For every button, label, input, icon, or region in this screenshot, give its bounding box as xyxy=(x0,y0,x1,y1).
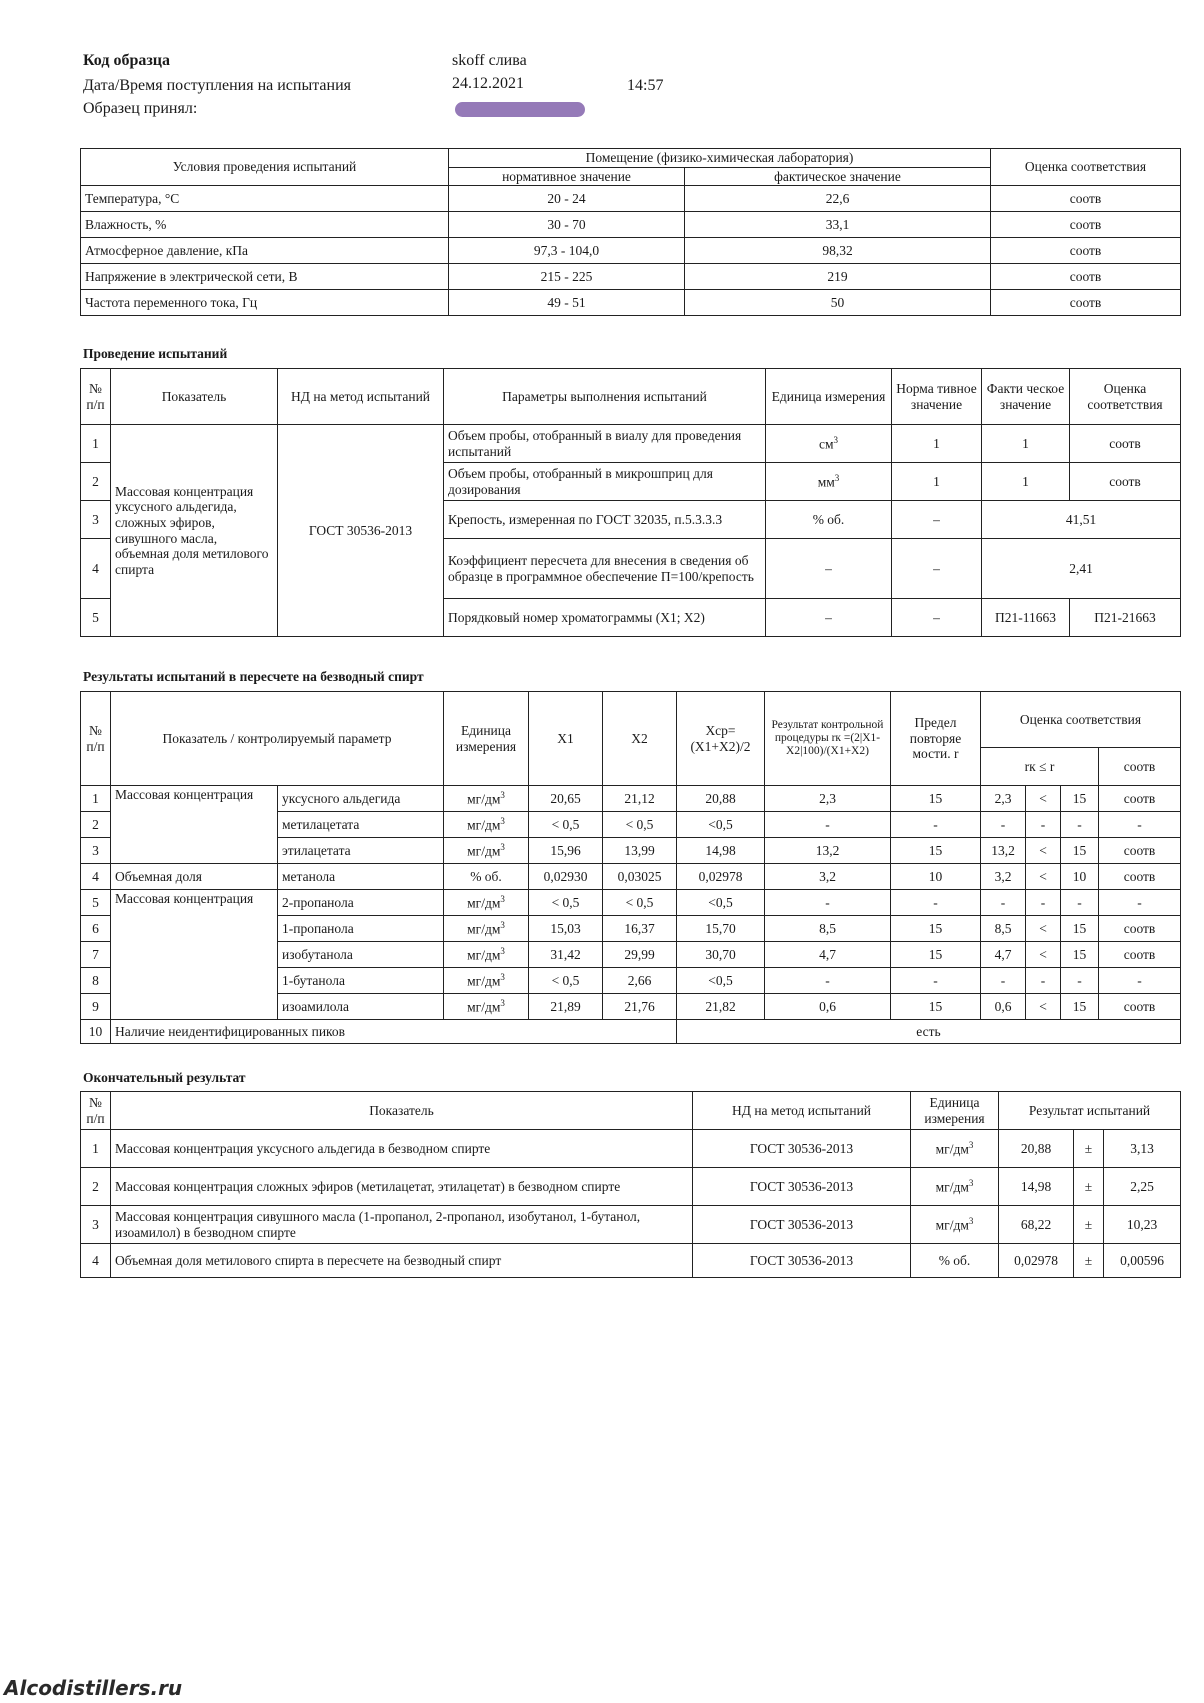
col-room: Помещение (физико-химическая лаборатория) xyxy=(449,149,991,168)
r-param: уксусного альдегида xyxy=(278,786,444,812)
r-rk: 0,6 xyxy=(765,994,891,1020)
f-n: 1 xyxy=(81,1130,111,1168)
f-value: 0,02978 xyxy=(999,1244,1074,1278)
f-n: 3 xyxy=(81,1206,111,1244)
r-r: 15 xyxy=(891,916,981,942)
r-a3: 15 xyxy=(1061,838,1099,864)
r-a3: 15 xyxy=(1061,916,1099,942)
cond-fact: 22,6 xyxy=(685,186,991,212)
r-a3: - xyxy=(1061,812,1099,838)
t-n: 1 xyxy=(81,425,111,463)
f-value: 68,22 xyxy=(999,1206,1074,1244)
r-param: изобутанола xyxy=(278,942,444,968)
r-x2: 2,66 xyxy=(603,968,677,994)
r-x2: 29,99 xyxy=(603,942,677,968)
col-assess: Оценка соответствия xyxy=(991,149,1181,186)
r-a2: - xyxy=(1026,968,1061,994)
r-r: 10 xyxy=(891,864,981,890)
t-n: 5 xyxy=(81,599,111,637)
h-nd: НД на метод испытаний xyxy=(278,369,444,425)
t-unit: $см^3$ xyxy=(766,425,892,463)
cond-norm: 20 - 24 xyxy=(449,186,685,212)
col-norm: нормативное значение xyxy=(449,167,685,186)
r-unit: $мг/дм^3$ xyxy=(444,994,529,1020)
r-a1: 3,2 xyxy=(981,864,1026,890)
t-fact: 1 xyxy=(982,463,1070,501)
cond-assess: соотв xyxy=(991,238,1181,264)
r-x1: < 0,5 xyxy=(529,968,603,994)
r-x1: 15,96 xyxy=(529,838,603,864)
r-a2: < xyxy=(1026,786,1061,812)
results-table xyxy=(80,691,1181,1044)
redaction-mark xyxy=(455,102,585,117)
r-xavg: 21,82 xyxy=(677,994,765,1020)
r-a2: < xyxy=(1026,916,1061,942)
f-unit: $мг/дм^3$ xyxy=(911,1168,999,1206)
h-unit: Единица измерения xyxy=(444,692,529,786)
t-norm: 1 xyxy=(892,463,982,501)
r-a2: < xyxy=(1026,942,1061,968)
r-group: Массовая концентрация xyxy=(111,786,278,864)
r-n: 10 xyxy=(81,1020,111,1044)
results-title: Результаты испытаний в пересчете на безводный спирт xyxy=(83,669,424,684)
h-repeat: Предел повторяе мости. r xyxy=(891,692,981,786)
r-x1: < 0,5 xyxy=(529,812,603,838)
f-indicator: Массовая концентрация уксусного альдегида в безводном спирте xyxy=(111,1130,693,1168)
t-param: Объем пробы, отобранный в виалу для проведения испытаний xyxy=(444,425,766,463)
f-nd: ГОСТ 30536-2013 xyxy=(693,1168,911,1206)
f-nd: ГОСТ 30536-2013 xyxy=(693,1130,911,1168)
date-label: Дата/Время поступления на испытания xyxy=(83,77,351,94)
r-n: 9 xyxy=(81,994,111,1020)
t-unit: % об. xyxy=(766,501,892,539)
r-a1: 0,6 xyxy=(981,994,1026,1020)
r-a2: < xyxy=(1026,838,1061,864)
f-err: 0,00596 xyxy=(1104,1244,1181,1278)
h-indicator: Показатель / контролируемый параметр xyxy=(111,692,444,786)
r-n: 7 xyxy=(81,942,111,968)
r-a2: - xyxy=(1026,890,1061,916)
conditions-row xyxy=(81,212,1181,238)
t-indicator: Массовая концентрация уксусного альдегида, сложных эфиров, сивушного масла, объемная доля метилового спирта xyxy=(111,425,278,637)
sample-code-value: skoff слива xyxy=(452,52,527,69)
r-a3: 10 xyxy=(1061,864,1099,890)
cond-name: Напряжение в электрической сети, В xyxy=(81,264,449,290)
conditions-row xyxy=(81,186,1181,212)
watermark: Alcodistillers.ru xyxy=(4,1676,183,1700)
r-a2: < xyxy=(1026,864,1061,890)
t-n: 3 xyxy=(81,501,111,539)
h-fact: Факти ческое значение xyxy=(982,369,1070,425)
r-a4: соотв xyxy=(1099,916,1181,942)
r-group: Массовая концентрация xyxy=(111,890,278,1020)
r-rk: 13,2 xyxy=(765,838,891,864)
cond-assess: соотв xyxy=(991,212,1181,238)
t-unit: – xyxy=(766,539,892,599)
t-fact: 1 xyxy=(982,425,1070,463)
final-title: Окончательный результат xyxy=(83,1070,246,1085)
r-rk: 8,5 xyxy=(765,916,891,942)
col-conditions: Условия проведения испытаний xyxy=(81,149,449,186)
f-indicator: Массовая концентрация сивушного масла (1-пропанол, 2-пропанол, изобутанол, 1-бутанол, изоамилол) в безводном спирте xyxy=(111,1206,693,1244)
r-unidentified-value: есть xyxy=(677,1020,1181,1044)
r-xavg: 0,02978 xyxy=(677,864,765,890)
r-x2: 21,76 xyxy=(603,994,677,1020)
f-indicator: Объемная доля метилового спирта в пересчете на безводный спирт xyxy=(111,1244,693,1278)
f-pm: ± xyxy=(1074,1244,1104,1278)
h-x2: X2 xyxy=(603,692,677,786)
r-a3: 15 xyxy=(1061,994,1099,1020)
r-r: - xyxy=(891,968,981,994)
r-xavg: <0,5 xyxy=(677,968,765,994)
f-pm: ± xyxy=(1074,1206,1104,1244)
r-x1: 15,03 xyxy=(529,916,603,942)
r-unit: $мг/дм^3$ xyxy=(444,890,529,916)
r-a4: - xyxy=(1099,812,1181,838)
t-fact: 41,51 xyxy=(982,501,1181,539)
f-unit: % об. xyxy=(911,1244,999,1278)
r-x2: < 0,5 xyxy=(603,890,677,916)
r-a3: 15 xyxy=(1061,942,1099,968)
cond-norm: 215 - 225 xyxy=(449,264,685,290)
f-nd: ГОСТ 30536-2013 xyxy=(693,1206,911,1244)
r-unit: $мг/дм^3$ xyxy=(444,812,529,838)
r-r: 15 xyxy=(891,942,981,968)
cond-assess: соотв xyxy=(991,186,1181,212)
r-param: метанола xyxy=(278,864,444,890)
cond-name: Атмосферное давление, кПа xyxy=(81,238,449,264)
r-a2: < xyxy=(1026,994,1061,1020)
cond-assess: соотв xyxy=(991,290,1181,316)
f-n: 4 xyxy=(81,1244,111,1278)
r-rk: - xyxy=(765,890,891,916)
final-table xyxy=(80,1091,1181,1278)
f-n: 2 xyxy=(81,1168,111,1206)
cond-name: Частота переменного тока, Гц xyxy=(81,290,449,316)
r-n: 8 xyxy=(81,968,111,994)
f-err: 10,23 xyxy=(1104,1206,1181,1244)
cond-fact: 50 xyxy=(685,290,991,316)
r-a2: - xyxy=(1026,812,1061,838)
r-param: 2-пропанола xyxy=(278,890,444,916)
r-x1: 20,65 xyxy=(529,786,603,812)
r-r: 15 xyxy=(891,838,981,864)
f-indicator: Массовая концентрация сложных эфиров (метилацетат, этилацетат) в безводном спирте xyxy=(111,1168,693,1206)
r-n: 6 xyxy=(81,916,111,942)
r-x1: 0,02930 xyxy=(529,864,603,890)
r-a3: 15 xyxy=(1061,786,1099,812)
conditions-row xyxy=(81,290,1181,316)
r-xavg: <0,5 xyxy=(677,890,765,916)
r-r: - xyxy=(891,812,981,838)
t-n: 4 xyxy=(81,539,111,599)
h-assess: Оценка соответствия xyxy=(1070,369,1181,425)
r-n: 3 xyxy=(81,838,111,864)
r-x2: < 0,5 xyxy=(603,812,677,838)
h-params: Параметры выполнения испытаний xyxy=(444,369,766,425)
r-a4: - xyxy=(1099,968,1181,994)
t-unit: – xyxy=(766,599,892,637)
f-value: 14,98 xyxy=(999,1168,1074,1206)
conditions-row xyxy=(81,264,1181,290)
r-a1: 13,2 xyxy=(981,838,1026,864)
r-a4: соотв xyxy=(1099,786,1181,812)
r-param: изоамилола xyxy=(278,994,444,1020)
t-norm: – xyxy=(892,501,982,539)
r-n: 4 xyxy=(81,864,111,890)
cond-norm: 97,3 - 104,0 xyxy=(449,238,685,264)
r-xavg: 30,70 xyxy=(677,942,765,968)
time-value: 14:57 xyxy=(627,77,664,94)
r-xavg: 15,70 xyxy=(677,916,765,942)
r-unit: $мг/дм^3$ xyxy=(444,838,529,864)
r-a1: 2,3 xyxy=(981,786,1026,812)
r-unit: $мг/дм^3$ xyxy=(444,968,529,994)
r-a4: соотв xyxy=(1099,838,1181,864)
conditions-row xyxy=(81,238,1181,264)
cond-assess: соотв xyxy=(991,264,1181,290)
f-nd: ГОСТ 30536-2013 xyxy=(693,1244,911,1278)
t-param: Коэффициент пересчета для внесения в сведения об образце в программное обеспечение П=100/крепость xyxy=(444,539,766,599)
h-unit: Единица измерения xyxy=(766,369,892,425)
t-assess: соотв xyxy=(1070,425,1181,463)
h-indicator: Показатель xyxy=(111,369,278,425)
t-param: Порядковый номер хроматограммы (X1; X2) xyxy=(444,599,766,637)
r-xavg: <0,5 xyxy=(677,812,765,838)
col-fact: фактическое значение xyxy=(685,167,991,186)
h-indicator: Показатель xyxy=(111,1092,693,1130)
r-xavg: 20,88 xyxy=(677,786,765,812)
r-x1: 31,42 xyxy=(529,942,603,968)
r-group: Объемная доля xyxy=(111,864,278,890)
r-r: 15 xyxy=(891,994,981,1020)
t-norm: – xyxy=(892,539,982,599)
r-rk: - xyxy=(765,812,891,838)
r-a3: - xyxy=(1061,968,1099,994)
t-assess: соотв xyxy=(1070,463,1181,501)
t-nd: ГОСТ 30536-2013 xyxy=(278,425,444,637)
t-param: Объем пробы, отобранный в микрошприц для дозирования xyxy=(444,463,766,501)
conditions-rows xyxy=(81,186,1181,316)
r-a4: соотв xyxy=(1099,864,1181,890)
r-a1: - xyxy=(981,812,1026,838)
h-result: Результат испытаний xyxy=(999,1092,1181,1130)
r-rk: 2,3 xyxy=(765,786,891,812)
t-fact: П21-11663 xyxy=(982,599,1070,637)
accepted-label: Образец принял: xyxy=(83,100,198,117)
r-x2: 16,37 xyxy=(603,916,677,942)
r-x1: 21,89 xyxy=(529,994,603,1020)
cond-fact: 98,32 xyxy=(685,238,991,264)
r-x2: 0,03025 xyxy=(603,864,677,890)
r-rk: - xyxy=(765,968,891,994)
r-param: 1-бутанола xyxy=(278,968,444,994)
r-param: этилацетата xyxy=(278,838,444,864)
t-unit: $мм^3$ xyxy=(766,463,892,501)
r-a1: - xyxy=(981,968,1026,994)
r-n: 2 xyxy=(81,812,111,838)
r-rk: 3,2 xyxy=(765,864,891,890)
r-x1: < 0,5 xyxy=(529,890,603,916)
r-r: - xyxy=(891,890,981,916)
testing-title: Проведение испытаний xyxy=(83,346,228,361)
t-norm: 1 xyxy=(892,425,982,463)
t-assess: П21-21663 xyxy=(1070,599,1181,637)
h-rk: rк ≤ r xyxy=(981,748,1099,786)
f-pm: ± xyxy=(1074,1130,1104,1168)
r-unit: $мг/дм^3$ xyxy=(444,786,529,812)
r-a3: - xyxy=(1061,890,1099,916)
r-x2: 21,12 xyxy=(603,786,677,812)
cond-name: Влажность, % xyxy=(81,212,449,238)
h-xavg: Xср= (X1+X2)/2 xyxy=(677,692,765,786)
f-unit: $мг/дм^3$ xyxy=(911,1130,999,1168)
t-norm: – xyxy=(892,599,982,637)
date-value: 24.12.2021 xyxy=(452,75,524,92)
r-x2: 13,99 xyxy=(603,838,677,864)
r-n: 1 xyxy=(81,786,111,812)
h-nd: НД на метод испытаний xyxy=(693,1092,911,1130)
f-err: 3,13 xyxy=(1104,1130,1181,1168)
t-param: Крепость, измеренная по ГОСТ 32035, п.5.3.3.3 xyxy=(444,501,766,539)
h-x1: X1 xyxy=(529,692,603,786)
r-a4: соотв xyxy=(1099,942,1181,968)
cond-name: Температура, °С xyxy=(81,186,449,212)
r-n: 5 xyxy=(81,890,111,916)
h-num: № п/п xyxy=(81,369,111,425)
cond-fact: 219 xyxy=(685,264,991,290)
r-unit: $мг/дм^3$ xyxy=(444,942,529,968)
sample-code-label: Код образца xyxy=(83,52,170,69)
r-r: 15 xyxy=(891,786,981,812)
h-control: Результат контрольной процедуры rк =(2|X1-X2|100)/(X1+X2) xyxy=(765,692,891,786)
conditions-table xyxy=(80,148,1181,316)
f-pm: ± xyxy=(1074,1168,1104,1206)
cond-norm: 49 - 51 xyxy=(449,290,685,316)
r-unidentified-label: Наличие неидентифицированных пиков xyxy=(111,1020,677,1044)
r-xavg: 14,98 xyxy=(677,838,765,864)
testing-table xyxy=(80,368,1181,637)
h-unit: Единица измерения xyxy=(911,1092,999,1130)
r-a1: 8,5 xyxy=(981,916,1026,942)
h-sootv: соотв xyxy=(1099,748,1181,786)
cond-norm: 30 - 70 xyxy=(449,212,685,238)
h-num: № п/п xyxy=(81,1092,111,1130)
r-param: 1-пропанола xyxy=(278,916,444,942)
r-unit: $мг/дм^3$ xyxy=(444,916,529,942)
f-err: 2,25 xyxy=(1104,1168,1181,1206)
r-a1: - xyxy=(981,890,1026,916)
f-value: 20,88 xyxy=(999,1130,1074,1168)
h-norm: Норма тивное значение xyxy=(892,369,982,425)
h-assess: Оценка соответствия xyxy=(981,692,1181,748)
t-fact: 2,41 xyxy=(982,539,1181,599)
r-a4: - xyxy=(1099,890,1181,916)
r-unit: % об. xyxy=(444,864,529,890)
r-a4: соотв xyxy=(1099,994,1181,1020)
r-rk: 4,7 xyxy=(765,942,891,968)
r-param: метилацетата xyxy=(278,812,444,838)
r-a1: 4,7 xyxy=(981,942,1026,968)
t-n: 2 xyxy=(81,463,111,501)
cond-fact: 33,1 xyxy=(685,212,991,238)
h-num: № п/п xyxy=(81,692,111,786)
f-unit: $мг/дм^3$ xyxy=(911,1206,999,1244)
